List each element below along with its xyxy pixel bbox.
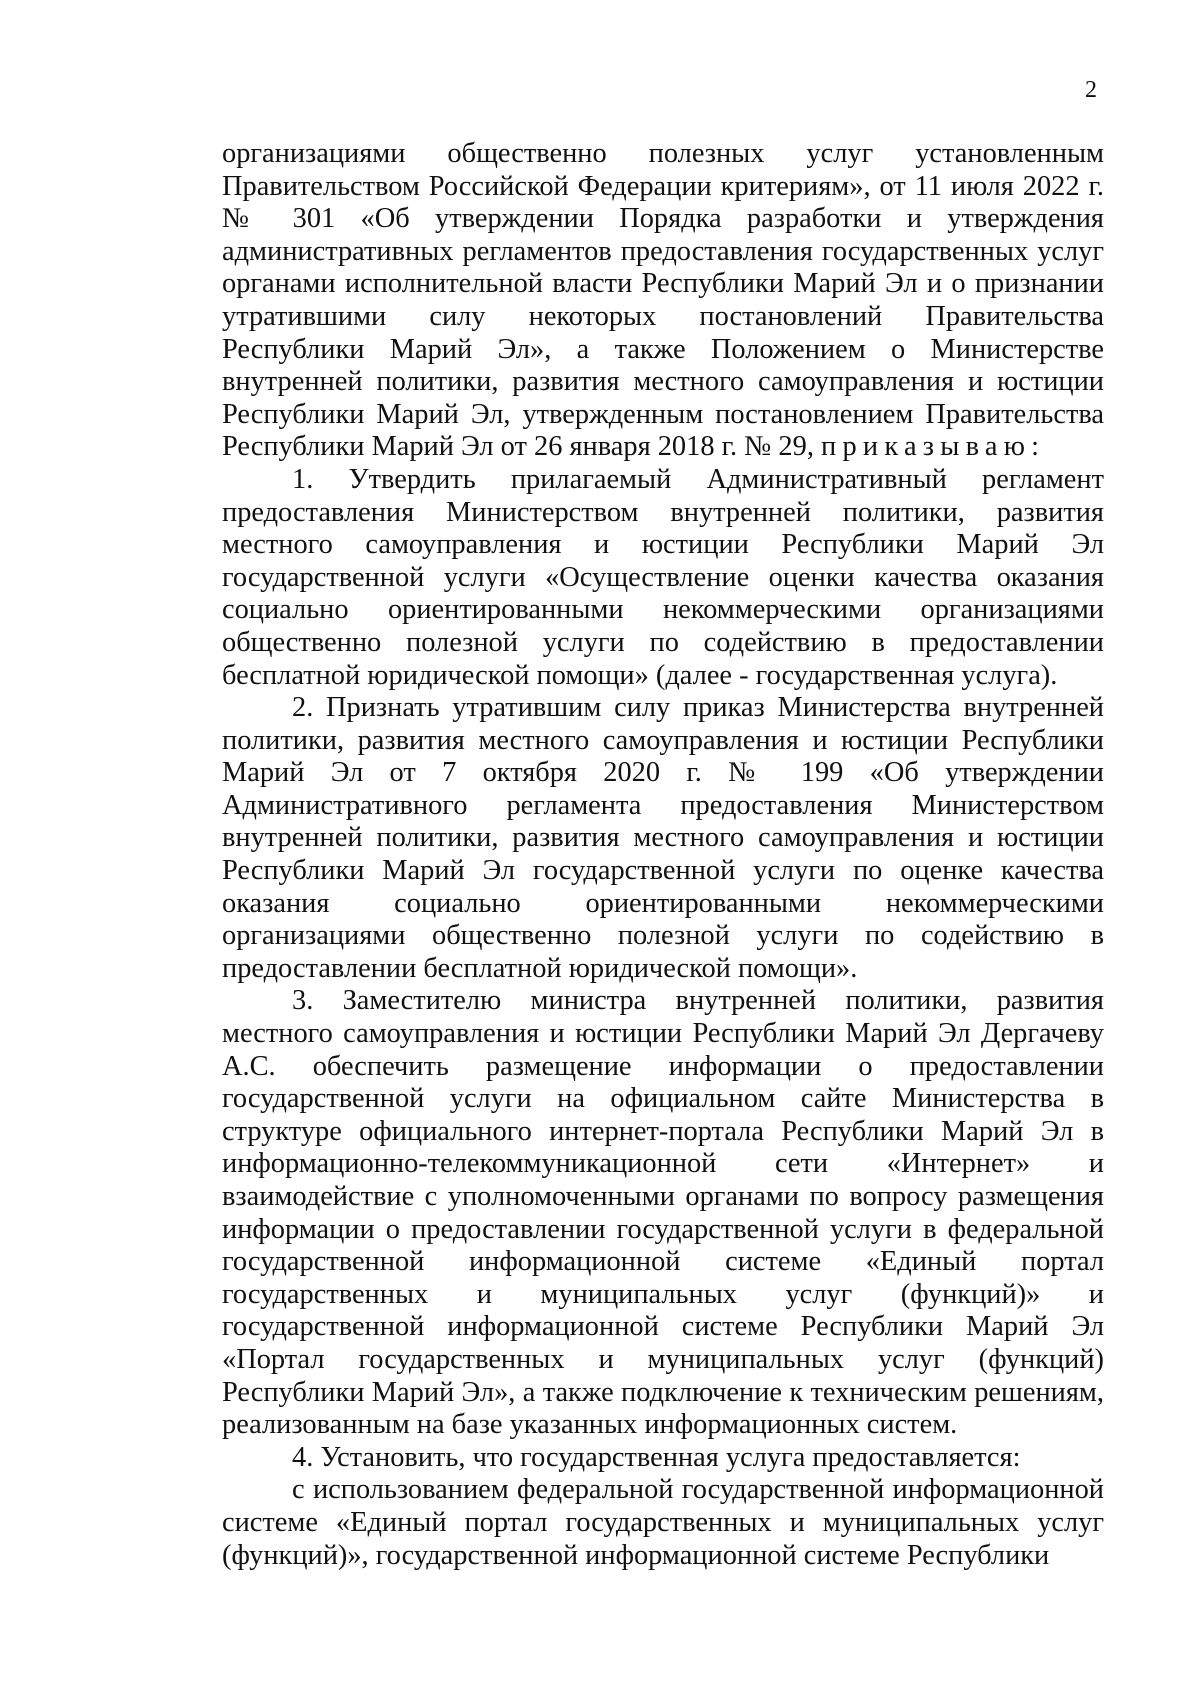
paragraph-item-4-sub: с использованием федеральной государственной информационной системе «Единый портал государственных и муниципальных услуг (функций)», государственной информационной системе Республики — [222, 1474, 1104, 1571]
paragraph-item-3: 3. Заместителю министра внутренней политики, развития местного самоуправления и юстиции Республики Марий Эл Дергачеву А.С. обеспечить размещение информации о предоставлении государственной услуги на официальном сайте Министерства в структуре официального интернет-портала Республики Марий Эл в информационно-телекоммуникационной сети «Интернет» и взаимодействие с уполномоченными органами по вопросу размещения информации о предоставлении государственной услуги в федеральной государственной информационной системе «Единый портал государственных и муниципальных услуг (функций)» и государственной информационной системе Республики Марий Эл «Портал государственных и муниципальных услуг (функций) Республики Марий Эл», а также подключение к техническим решениям, реализованным на базе указанных информационных систем. — [222, 985, 1104, 1441]
document-body — [222, 138, 1104, 1572]
paragraph-continuation — [222, 138, 1104, 464]
order-keyword: приказываю: — [821, 431, 1046, 463]
page-number: 2 — [1085, 77, 1097, 103]
paragraph-item-2: 2. Признать утратившим силу приказ Министерства внутренней политики, развития местного самоуправления и юстиции Республики Марий Эл от 7 октября 2020 г. № 199 «Об утверждении Административного регламента предоставления Министерством внутренней политики, развития местного самоуправления и юстиции Республики Марий Эл государственной услуги по оценке качества оказания социально ориентированными некоммерческими организациями общественно полезной услуги по содействию в предоставлении бесплатной юридической помощи». — [222, 692, 1104, 984]
paragraph-continuation-text: организациями общественно полезных услуг установленным Правительством Российской Федерации критериям», от 11 июля 2022 г. № 301 «Об утверждении Порядка разработки и утверждения административных регламентов предоставления государственных услуг органами исполнительной власти Республики Марий Эл и о признании утратившими силу некоторых постановлений Правительства Республики Марий Эл», а также Положением о Министерстве внутренней политики, развития местного самоуправления и юстиции Республики Марий Эл, утвержденным постановлением Правительства Республики Марий Эл от 26 января 2018 г. № 29, — [222, 138, 1104, 463]
paragraph-item-1: 1. Утвердить прилагаемый Административный регламент предоставления Министерством внутренней политики, развития местного самоуправления и юстиции Республики Марий Эл государственной услуги «Осуществление оценки качества оказания социально ориентированными некоммерческими организациями общественно полезной услуги по содействию в предоставлении бесплатной юридической помощи» (далее - государственная услуга). — [222, 463, 1104, 691]
paragraph-item-4: 4. Установить, что государственная услуга предоставляется: — [292, 1441, 1021, 1473]
